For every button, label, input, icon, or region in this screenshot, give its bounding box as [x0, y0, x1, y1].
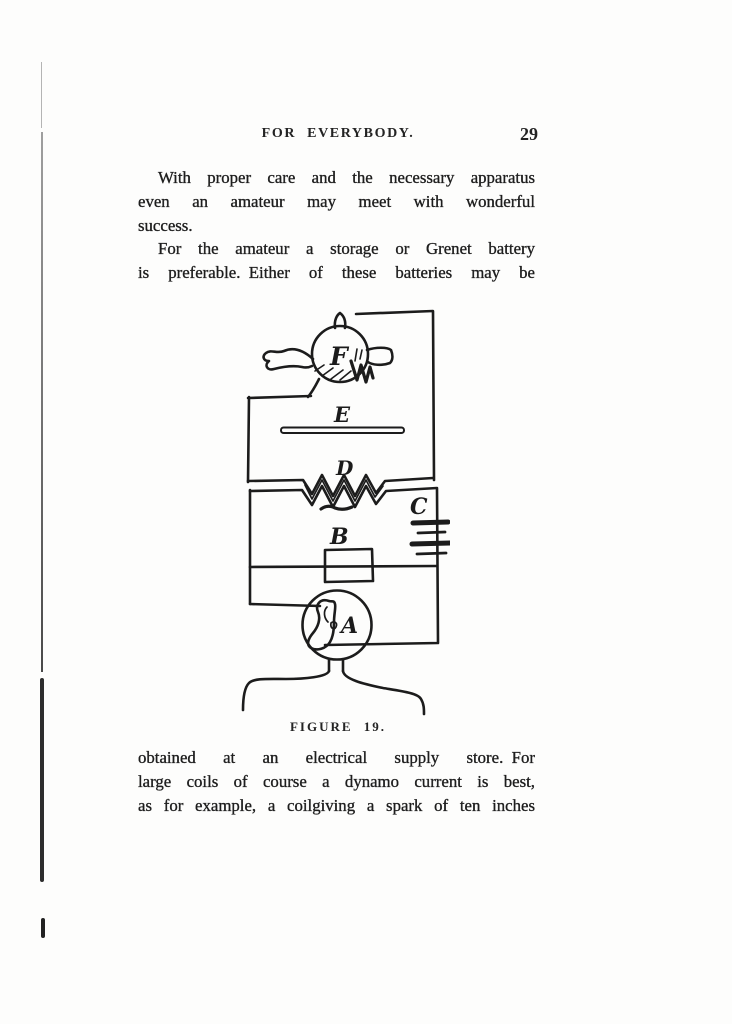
ball-hatch: [340, 371, 351, 380]
label-f: F: [330, 342, 348, 371]
paragraph-line: as for example, a coilgiving a spark of ten inches: [138, 795, 535, 815]
wire-top-left: [248, 396, 311, 398]
paragraph-line: even an amateur may meet with wonderful: [138, 191, 535, 211]
paragraph-line: success.: [138, 215, 193, 235]
page-number: 29: [520, 124, 538, 144]
label-e: E: [334, 402, 351, 427]
contact-dash: [321, 506, 352, 509]
label-b: B: [330, 524, 349, 550]
wire-left-upper: [248, 397, 249, 482]
running-title: FOR EVERYBODY.: [261, 126, 415, 141]
ball-arm-left: [264, 349, 313, 369]
lead-wire-left: [243, 671, 329, 710]
ball-hatch: [331, 370, 343, 379]
lead-wire-right: [343, 671, 424, 714]
label-f-tick: [360, 350, 362, 359]
battery-plate: [412, 543, 450, 544]
condenser-plate: [281, 428, 404, 434]
wire-top-right: [356, 311, 434, 480]
scan-gutter-line-thin: [41, 132, 43, 672]
paragraph-line: For the amateur a storage or Grenet battery: [158, 239, 535, 259]
label-d: D: [336, 456, 354, 480]
paragraph-line: large coils of course a dynamo current is best,: [138, 771, 535, 791]
paragraph-line: With proper care and the necessary apparatus: [158, 168, 535, 187]
armature-inner-line: [324, 607, 328, 622]
battery-plate: [413, 522, 448, 523]
zigzag-lower-box-top: [250, 486, 437, 507]
page-header: [138, 126, 538, 146]
paragraph-line: obtained at an electrical supply store. For: [138, 748, 535, 767]
text-block-bottom: [138, 746, 535, 817]
ball-drip: [308, 379, 319, 397]
battery-plate: [417, 553, 446, 554]
induction-coil-circuit-drawing: [226, 296, 450, 720]
scan-gutter-mark: [41, 918, 45, 938]
label-c: C: [410, 494, 428, 520]
text-block-top: [138, 166, 535, 285]
paragraph-line: is preferable. Either of these batteries may be: [138, 263, 535, 283]
battery-plate: [418, 532, 445, 533]
wire-middle: [250, 566, 436, 567]
scan-gutter-line-faint: [41, 62, 42, 128]
label-f-tick: [355, 349, 357, 361]
scan-gutter-line-thick: [40, 678, 44, 882]
ball-tab-right: [367, 348, 392, 365]
figure-caption: FIGURE 19.: [289, 719, 387, 734]
label-a: A: [341, 613, 359, 639]
